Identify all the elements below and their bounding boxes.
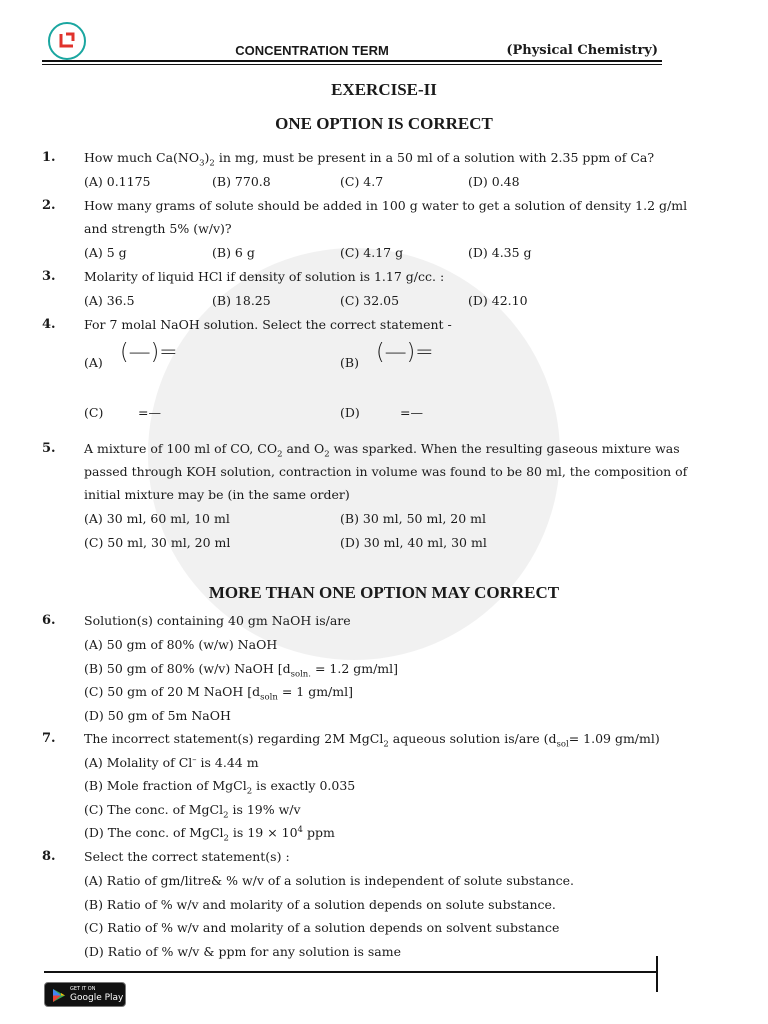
question-1-text: How much $Ca(NO_3)_2$ in mg, must be present in a 50 ml of a solution with 2.35 ppm of Ca?	[84, 150, 655, 169]
question-2-line-2: and strength 5% (w/v)?	[84, 221, 232, 236]
question-3-option-c: (C) 32.05	[340, 293, 400, 308]
exercise-heading: EXERCISE-II	[331, 80, 437, 99]
question-6-option-d: (D) 50 gm of 5m NaOH	[84, 708, 231, 723]
question-7-option-c: (C) The conc. of MgCl$_2$ is 19% w/v	[84, 802, 301, 821]
header-title: CONCENTRATION TERM	[235, 43, 389, 58]
section-heading-multiple: MORE THAN ONE OPTION MAY CORRECT	[208, 583, 560, 602]
question-8-option-d: (D) Ratio of % w/v & ppm for any solution is same	[84, 944, 401, 959]
question-1-option-c: (C) 4.7	[340, 174, 384, 189]
question-5-option-c: (C) 50 ml, 30 ml, 20 ml	[84, 535, 231, 550]
question-8-option-a: (A) Ratio of gm/litre& % w/v of a solution is independent of solute substance.	[84, 873, 575, 888]
question-6-text: Solution(s) containing 40 gm NaOH is/are	[84, 613, 351, 628]
badge-get-it-on: GET IT ON	[70, 986, 96, 992]
question-4-option-d-label: (D)	[340, 405, 360, 420]
question-7-option-d: (D) The conc. of MgCl$_2$ is $19 \times 10^4$ ppm	[84, 825, 335, 844]
question-number: 1.	[42, 150, 56, 165]
question-5-line-3: initial mixture may be (in the same order)	[84, 487, 350, 502]
badge-google-play: Google Play	[70, 993, 124, 1003]
question-7-option-a: (A) Molality of Cl– is 4.44 m	[84, 755, 259, 771]
question-5-option-d: (D) 30 ml, 40 ml, 30 ml	[340, 535, 487, 550]
question-number: 4.	[42, 317, 56, 332]
question-8-option-c: (C) Ratio of % w/v and molarity of a solution depends on solvent substance	[84, 920, 560, 935]
brand-logo	[48, 22, 86, 60]
question-4-option-c-expression: =—	[138, 405, 161, 420]
question-3-option-b: (B) 18.25	[212, 293, 271, 308]
question-4-option-b-expression: (—)=	[376, 340, 434, 365]
question-2-option-b: (B) 6 g	[212, 245, 255, 260]
section-heading-single: ONE OPTION IS CORRECT	[275, 114, 493, 133]
question-5-option-a: (A) 30 ml, 60 ml, 10 ml	[84, 511, 230, 526]
question-4-text: For 7 molal NaOH solution. Select the correct statement -	[84, 317, 452, 332]
question-2-option-c: (C) 4.17 g	[340, 245, 404, 260]
question-2-option-a: (A) 5 g	[84, 245, 127, 260]
header-rule	[42, 60, 662, 62]
question-2-line-1: How many grams of solute should be added in 100 g water to get a solution of density 1.2 g/ml	[84, 198, 688, 213]
question-5-line-2: passed through KOH solution, contraction in volume was found to be 80 ml, the composition of	[84, 464, 688, 479]
header-rule-thin	[42, 64, 662, 65]
question-4-option-d-expression: =—	[400, 405, 423, 420]
question-number: 3.	[42, 269, 56, 284]
question-6-option-c: (C) 50 gm of 20 M NaOH [$d_{soln} = 1$ gm/ml]	[84, 684, 353, 703]
question-8-option-b: (B) Ratio of % w/v and molarity of a solution depends on solute substance.	[84, 897, 556, 912]
question-3-option-a: (A) 36.5	[84, 293, 135, 308]
question-1-option-d: (D) 0.48	[468, 174, 520, 189]
question-number: 2.	[42, 198, 56, 213]
question-7-option-b: (B) Mole fraction of MgCl$_2$ is exactly 0.035	[84, 778, 356, 797]
question-4-option-b-label: (B)	[340, 355, 359, 370]
question-number: 8.	[42, 849, 56, 864]
header-subject: (Physical Chemistry)	[506, 43, 658, 58]
question-4-option-a-label: (A)	[84, 355, 103, 370]
question-1-option-b: (B) 770.8	[212, 174, 271, 189]
question-1-option-a: (A) 0.1175	[84, 174, 151, 189]
question-2-option-d: (D) 4.35 g	[468, 245, 532, 260]
question-8-text: Select the correct statement(s) :	[84, 849, 290, 864]
question-7-text: The incorrect statement(s) regarding 2M MgCl$_2$ aqueous solution is/are ($d_{sol}= 1.09$ gm/ml)	[84, 731, 660, 750]
question-5-option-b: (B) 30 ml, 50 ml, 20 ml	[340, 511, 486, 526]
question-3-text: Molarity of liquid HCl if density of solution is 1.17 g/cc. :	[84, 269, 445, 284]
question-3-option-d: (D) 42.10	[468, 293, 528, 308]
logo-mark-icon	[57, 31, 77, 51]
question-6-option-b: (B) 50 gm of 80% (w/v) NaOH [$d_{soln.} = 1.2$ gm/ml]	[84, 661, 399, 680]
question-5-line-1: A mixture of 100 ml of CO, $CO_2$ and $O_2$ was sparked. When the resulting gaseous mixture was	[84, 441, 680, 460]
question-number: 6.	[42, 613, 56, 628]
question-6-option-a: (A) 50 gm of 80% (w/w) NaOH	[84, 637, 278, 652]
question-number: 7.	[42, 731, 56, 746]
question-4-option-c-label: (C)	[84, 405, 104, 420]
question-4-option-a-expression: (—)=	[120, 340, 178, 365]
question-number: 5.	[42, 441, 56, 456]
